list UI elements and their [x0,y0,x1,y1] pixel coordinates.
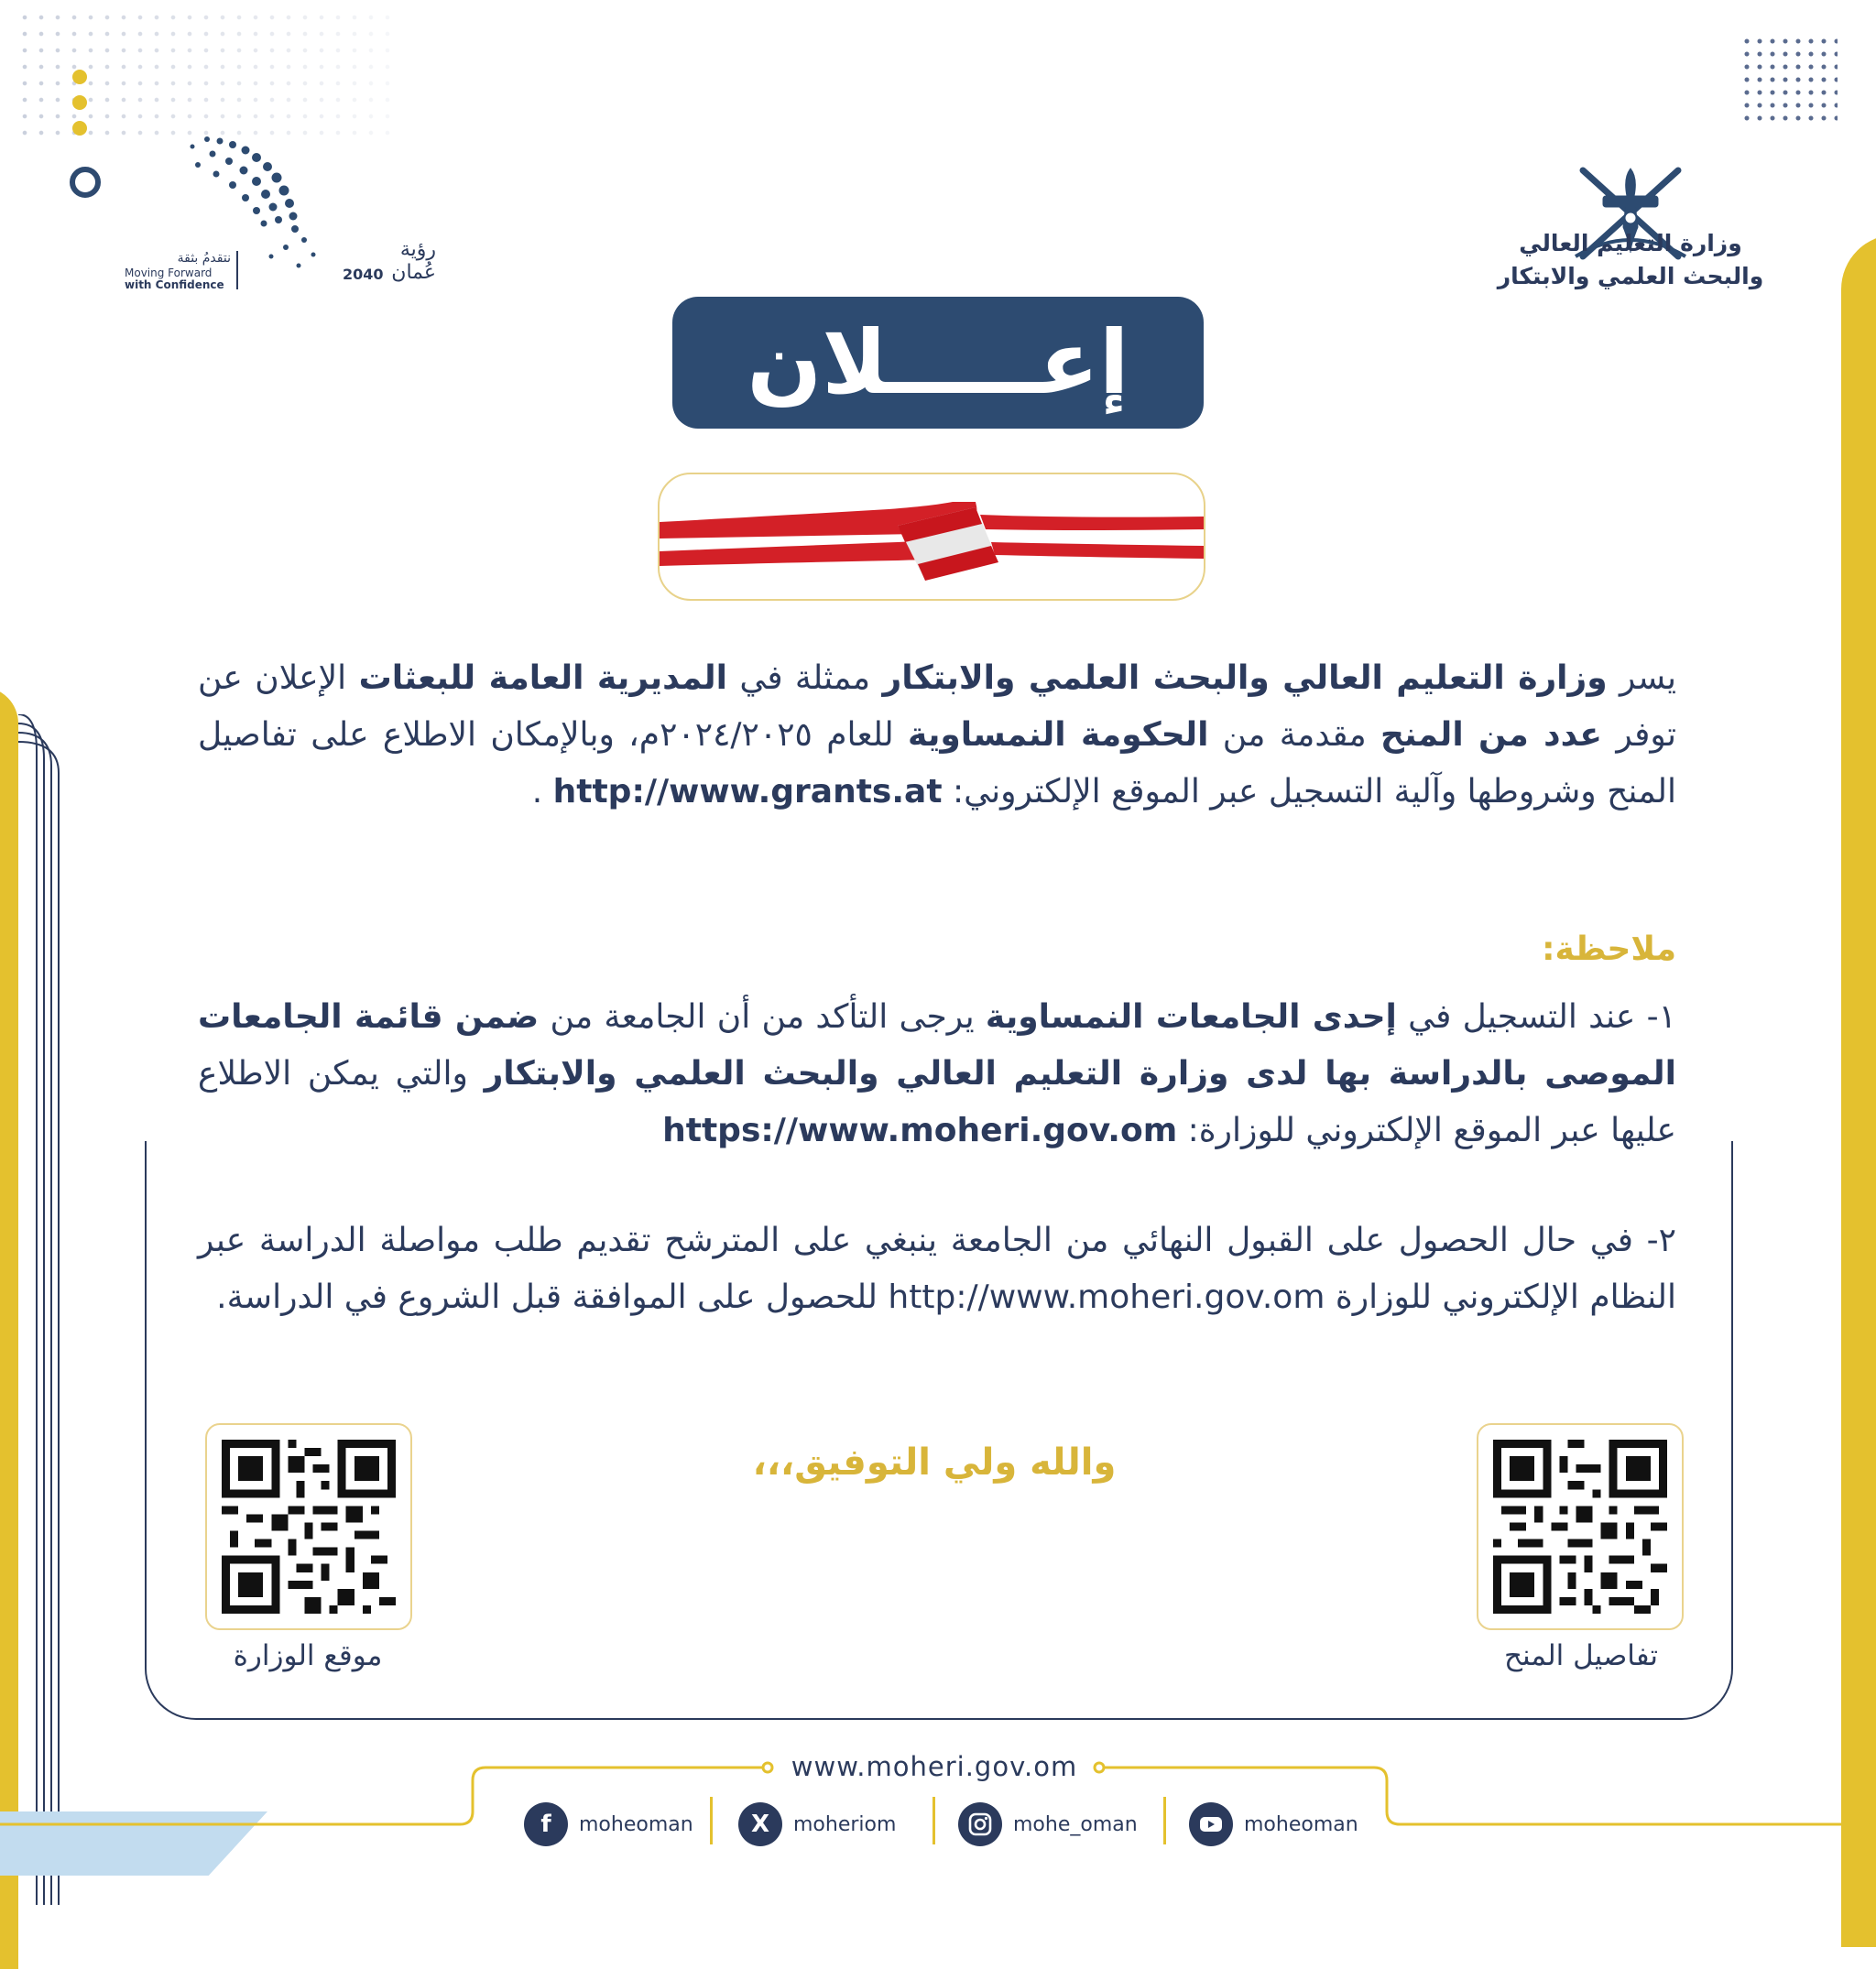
social-handle: moheoman [579,1812,693,1836]
vision-tagline-en-line2: with Confidence [125,278,224,291]
vision-arabic-title: رؤية عُمان [391,238,436,284]
qr-code-grant-details[interactable] [1477,1423,1684,1630]
ministry-name [1484,227,1777,293]
decorative-yellow-dot [72,121,87,136]
note-text: يرجى التأكد من أن الجامعة من [539,998,986,1036]
closing-phrase: والله ولي التوفيق،،، [752,1441,1117,1484]
instagram-glyph [967,1811,993,1837]
social-youtube[interactable] [1189,1797,1358,1852]
ministry-website-link[interactable]: https://www.moheri.gov.om [662,1112,1178,1149]
social-handle: mohe_oman [1013,1812,1138,1836]
grants-website-link[interactable]: http://www.grants.at [552,773,943,810]
footer-separator [1163,1797,1166,1844]
vision-divider [236,251,238,289]
qr-code-ministry-website[interactable] [205,1423,412,1630]
austrian-flag-ribbon [658,473,1205,601]
social-facebook[interactable] [524,1797,693,1852]
social-handle: moheriom [793,1812,897,1836]
note-text: والتي يمكن الاطلاع عليها عبر الموقع الإلكتروني للوزارة: [198,1055,1676,1149]
footer-website[interactable]: www.moheri.gov.om [791,1751,1078,1782]
qr-caption-ministry-website: موقع الوزارة [233,1639,383,1672]
ministry-name-bold: وزارة التعليم العالي والبحث العلمي والابتكار [882,659,1608,697]
vision-tagline-en-line1: Moving Forward [125,267,213,279]
decorative-yellow-dot [72,95,87,110]
youtube-icon [1189,1802,1233,1846]
note-bold: إحدى الجامعات النمساوية [985,998,1397,1036]
austrian-government-bold: الحكومة النمساوية [908,716,1209,754]
decorative-dots-top-right [1740,35,1838,126]
social-instagram[interactable] [958,1797,1138,1852]
announcement-badge [672,297,1204,429]
oman-vision-2040-logo [125,126,436,300]
paragraph-text: . [531,773,553,810]
social-handle: moheoman [1244,1812,1358,1836]
note-text: ٢- في حال الحصول على القبول النهائي من الجامعة ينبغي على المترشح تقديم طلب مواصلة الدراسة عبر النظام الإلكتروني للوزارة [198,1222,1676,1316]
qr-code-graphic [222,1440,396,1614]
ministry-system-link[interactable]: http://www.moheri.gov.om [888,1278,1325,1316]
note-bold: ضمن قائمة الجامعات الموصى بالدراسة بها لدى وزارة التعليم العالي والبحث العلمي والابتكار [198,998,1676,1093]
footer-separator [710,1797,713,1844]
note-text: ١- عند التسجيل في [1396,998,1676,1036]
note-title: ملاحظة: [1542,930,1676,968]
paragraph-text: ممثلة في [726,659,883,697]
paragraph-text: مقدمة من [1208,716,1381,754]
paragraph-text: الإعلان عن توفر [198,659,1677,754]
facebook-icon: f [524,1802,568,1846]
youtube-glyph [1198,1811,1224,1837]
paragraph-text: للعام ٢٠٢٤/٢٠٢٥م، وبالإمكان الاطلاع على تفاصيل المنح وشروطها وآلية التسجيل عبر الموقع الإلكتروني: [198,716,1676,810]
announcement-label: إعـــــلان [747,311,1129,414]
note-text: للحصول على الموافقة قبل الشروع في الدراسة. [216,1278,889,1316]
vision-tagline-arabic: نتقدمُ بثقة [177,251,231,266]
announcement-paragraph [198,650,1676,821]
ministry-name-line1: وزارة التعليم العالي [1519,230,1742,256]
decorative-band-right [1841,234,1876,1947]
qr-code-graphic [1493,1440,1667,1614]
flag-ribbon-graphic [660,474,1204,599]
qr-caption-grant-details: تفاصيل المنح [1503,1639,1659,1672]
decorative-stripe-lines [0,714,64,1905]
directorate-name-bold: المديرية العامة للبعثات [358,659,727,697]
grants-count-bold: عدد من المنح [1380,716,1603,754]
social-x[interactable] [738,1797,896,1852]
vision-tagline-english [125,267,224,291]
ministry-name-line2: والبحث العلمي والابتكار [1497,263,1764,289]
note-item-2 [198,1213,1676,1326]
instagram-icon [958,1802,1002,1846]
decorative-ring [70,167,101,198]
note-item-1 [198,989,1676,1159]
vision-year: 2040 [343,266,384,283]
decorative-yellow-dot [72,70,87,84]
footer-separator [933,1797,935,1844]
x-icon: X [738,1802,782,1846]
paragraph-text: يسر [1607,659,1677,697]
